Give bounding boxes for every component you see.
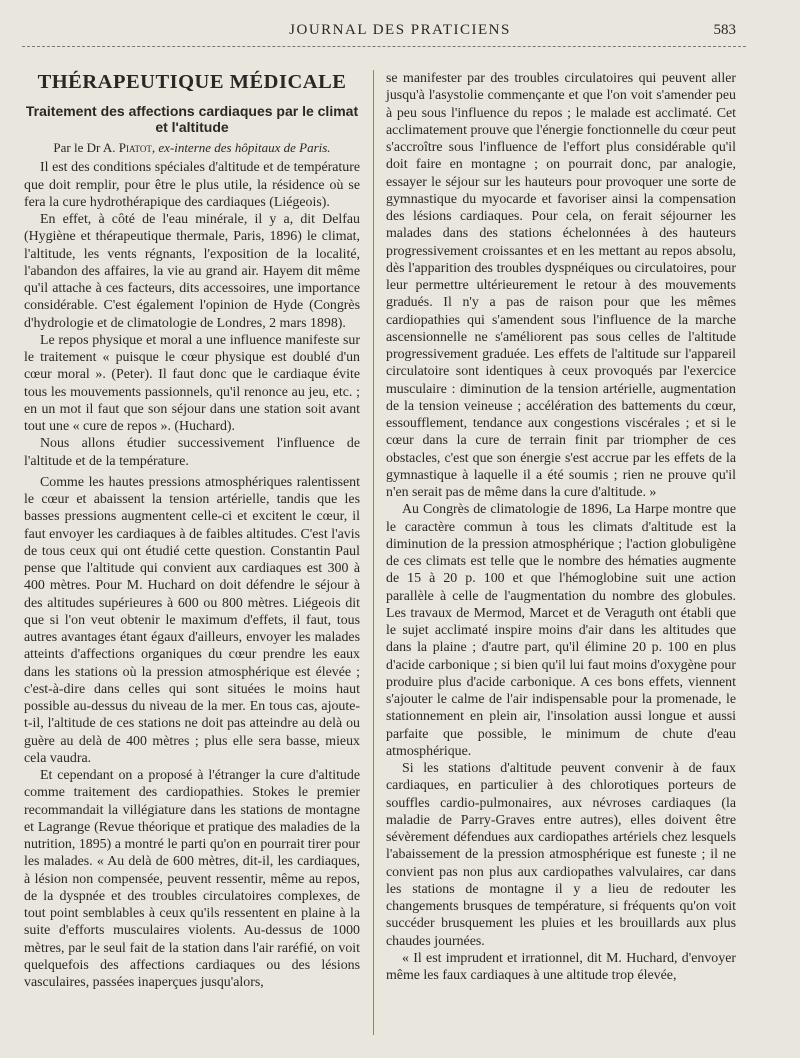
byline-affiliation: , ex-interne des hôpitaux de Paris. [151,140,331,156]
byline-author: Piatot [118,140,152,156]
article-title: Traitement des affections cardiaques par le climat et l'altitude [25,103,359,136]
paragraph-continued: se manifester par des troubles circulatoires qui peuvent aller jusqu'à l'asystolie commençante et que l'on voit s'amender peu à peu sous l'influence du repos ; le malade est acclimaté. Cet acclimatement prouve que l'énergie fonctionnelle du cœur peut s'accroître sous l'influence de l'effort plus considérable qu'il doit faire en montagne ; on pourrait donc, par analogie, essayer le séjour sur les hauteurs pour provoquer une sorte de gymnastique du myocarde et favoriser ainsi la compensation des lésions cardiaques. Pour cela, on ferait séjourner les malades dans des stations échelonnées à des hauteurs progressivement croissantes et en les mettant au repos absolu, dès l'apparition des troubles dyspnéiques ou circulatoires, pour leur permettre ultérieurement le retour à des mouvements gradués. Il n'y a pas de raison pour que les mêmes cardiopathies qui s'amendent sous l'influence de la marche ascensionnelle ne s'améliorent pas sous celles de l'altitude progressivement graduée. Les effets de l'altitude sur l'appareil circulatoire sont identiques à ceux provoqués par l'exercice musculaire : diminution de la tension artérielle, augmentation de la tension veineuse ; accélération des battements du cœur, essoufflement, tendance aux congestions viscérales ; et si le cœur dans la cure de terrain finit par triompher de ces obstacles, c'est que son énergie s'est accrue par les effets de la gymnastique à laquelle il a été soumis ; rien ne prouve qu'il n'en serait pas de même dans la cure d'altitude. » [386,71,736,500]
right-column [386,70,736,984]
page-number: 583 [713,22,736,38]
article-byline [24,139,360,156]
running-header [0,22,800,46]
paragraph: Si les stations d'altitude peuvent convenir à de faux cardiaques, en particulier à des chlorotiques porteurs de souffles cardio-pulmonaires, aux névroses cardiaques (la maladie de Parry-Graves entre autres), elles doivent être sévèrement défendues aux cardiopathes artériels chez lesquels l'abaissement de la pression atmosphérique est funeste ; il ne convient pas non plus aux cardiopathes valvulaires, car dans les stations de montagne il y a lieu de redouter les changements brusques de température, si fréquents qu'on voit succéder brusquement les pluies et les brouillards aux plus chaudes journées. [386,761,736,949]
section-title: THÉRAPEUTIQUE MÉDICALE [37,71,347,93]
column-divider [373,70,374,1035]
paragraph: En effet, à côté de l'eau minérale, il y a, dit Delfau (Hygiène et thérapeutique thermale, Paris, 1896) le climat, l'altitude, les vents régnants, l'exposition de la localité, l'abandon des affaires, la vie au grand air. Hayem dit même qu'il attache à ces facteurs, dits accessoires, une importance considérable. C'est également l'opinion de Hyde (Congrès d'hydrologie et de climatologie de Londres, 2 mars 1898). [24,212,360,331]
paragraph: « Il est imprudent et irrationnel, dit M. Huchard, d'envoyer même les faux cardiaques à une altitude trop élevée, [386,950,736,983]
byline-prefix: Par le Dr A. [53,140,116,156]
paragraph: Comme les hautes pressions atmosphériques ralentissent le cœur et abaissent la tension artérielle, tandis que les basses pressions augmentent celle-ci et excitent le cœur, il faut envoyer les cardiaques à de faibles altitudes. C'est l'avis de tous ceux qui ont étudié cette question. Constantin Paul pense que l'altitude qui convient aux cardiaques est 300 à 400 mètres. Pour M. Huchard on doit défendre le séjour à des altitudes supérieures à 600 ou 800 mètres. Liégeois dit que si l'on veut obtenir le maximum d'effets, il faut, tous autres avantages étant égaux d'ailleurs, envoyer les malades atteints d'affections organiques du cœur prendre les eaux dans les stations où la pression atmosphérique est élevée ; c'est-à-dire dans celles qui sont situées le moins haut possible au-dessus du niveau de la mer. En tous cas, ajoute-t-il, l'altitude de ces stations ne doit pas atteindre au delà ou guère au delà de 400 mètres ; plus elle sera basse, mieux cela vaudra. [24,474,360,766]
paragraph: Il est des conditions spéciales d'altitude et de température que doit remplir, pour être le plus utile, la résidence où se fera la cure hydrothérapique des cardiaques (Liégeois). [24,160,360,210]
paragraph: Le repos physique et moral a une influence manifeste sur le traitement « puisque le cœur physique est doublé d'un cœur moral ». (Peter). Il faut donc que le cardiaque évite tous les mouvements passionnels, qu'il renonce au jeu, etc. ; en un mot il faut que son séjour dans une station soit avant tout une « cure de repos ». (Huchard). [24,332,360,434]
paragraph: Et cependant on a proposé à l'étranger la cure d'altitude comme traitement des cardiopathies. Stokes le premier recommandait la villégiature dans les stations de montagne et Lagrange (Revue théorique et pratique des maladies de la nutrition, 1895) a montré le parti qu'on en pourrait tirer pour les malades. « Au delà de 600 mètres, dit-il, les cardiaques, à lésion non compensée, peuvent ressentir, même au repos, de la dyspnée et des troubles circulatoires complexes, de tout point semblables à ceux qu'ils ressentent en plaine à la suite d'efforts musculaires violents. Au-dessus de 1000 mètres, par le seul fait de la station dans l'air raréfié, on voit quelquefois des affections cardiaques ou des lésions vasculaires, passées inaperçues jusqu'alors, [24,768,360,990]
left-column [24,70,360,991]
paragraph: Nous allons étudier successivement l'influence de l'altitude et de la température. [24,436,360,469]
paragraph: Au Congrès de climatologie de 1896, La Harpe montre que le caractère commun à tous les climats d'altitude est la diminution de la pression atmosphérique ; l'action globuligène de ces climats est telle que le nombre des hématies augmente de 15 à 20 p. 100 et que l'hémoglobine suit une action parallèle à celle de l'augmentation du nombre des globules. Les travaux de Mermod, Marcet et de Veraguth ont établi que le sujet acclimaté inspire moins d'air dans les altitudes que dans la plaine ; d'autre part, qu'il élimine 20 p. 100 en plus d'acide carbonique ; si bien qu'il lui faut moins d'oxygène pour produire plus d'acide carbonique. A ces bons effets, viennent s'ajouter le calme de l'air indispensable pour la promenade, le stationnement en plein air, l'insolation aussi longue et aussi parfaite que possible, le minimum de chute d'eau atmosphérique. [386,502,736,759]
header-rule [22,46,746,47]
journal-title: JOURNAL DES PRATICIENS [289,22,511,38]
